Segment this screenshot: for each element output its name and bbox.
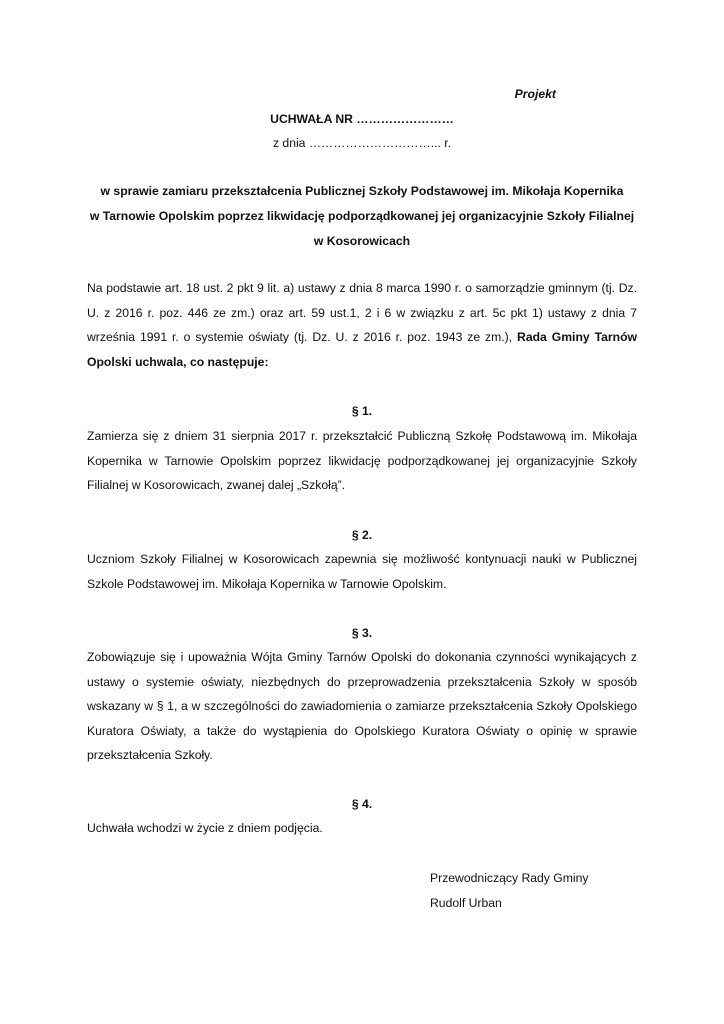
subject-line-1: w sprawie zamiaru przekształcenia Publicznej Szkoły Podstawowej im. Mikołaja Kopernika	[100, 184, 624, 198]
section-3-text: Zobowiązuje się i upoważnia Wójta Gminy Tarnów Opolski do dokonania czynności wynikających z ustawy o systemie oświaty, niezbędnych do przeprowadzenia przekształcenia Szkoły w sposób wskazany w § 1, a w szczególności do zawiadomienia o zamiarze przekształcenia Szkoły Opolskiego Kuratora Oświaty, a także do wystąpienia do Opolskiego Kuratora Oświaty o opinię w sprawie przekształcenia Szkoły.	[87, 650, 637, 763]
section-2-text: Uczniom Szkoły Filialnej w Kosorowicach zapewnia się możliwość kontynuacji nauki w Publicznej Szkole Podstawowej im. Mikołaja Kopernika w Tarnowie Opolskim.	[87, 552, 637, 591]
preamble-enacting-clause: Rada Gminy Tarnów Opolski uchwala, co następuje:	[87, 330, 637, 369]
section-2-heading: § 2.	[351, 528, 373, 542]
preamble-text: Na podstawie art. 18 ust. 2 pkt 9 lit. a) ustawy z dnia 8 marca 1990 r. o samorządzie gminnym (tj. Dz. U. z 2016 r. poz. 446 ze zm.) oraz art. 59 ust.1, 2 i 6 w związku z art. 5c pkt 1) ustawy z dnia 7 września 1991 r. o systemie oświaty (tj. Dz. U. z 2016 r. poz. 1943 ze zm.),	[87, 281, 637, 345]
signature-block	[430, 866, 589, 915]
subject-line-3: w Kosorowicach	[313, 234, 411, 248]
section-4-heading: § 4.	[351, 797, 373, 811]
section-1-heading: § 1.	[351, 404, 373, 418]
resolution-date: z dnia …………………………... r.	[272, 136, 452, 150]
signature-title: Przewodniczący Rady Gminy	[430, 871, 589, 885]
subject-line-2: w Tarnowie Opolskim poprzez likwidację podporządkowanej jej organizacyjnie Szkoły Filialnej	[89, 209, 635, 223]
signature-name: Rudolf Urban	[430, 895, 502, 910]
resolution-number: UCHWAŁA NR ……………………	[270, 112, 454, 126]
section-4-text: Uchwała wchodzi w życie z dniem podjęcia.	[87, 821, 323, 835]
draft-label: Projekt	[514, 87, 556, 101]
section-3-heading: § 3.	[351, 626, 373, 640]
section-1-text: Zamierza się z dniem 31 sierpnia 2017 r. przekształcić Publiczną Szkołę Podstawową im. Mikołaja Kopernika w Tarnowie Opolskim poprzez likwidację podporządkowanej jej organizacyjnie Szkoły Filialnej w Kosorowicach, zwanej dalej „Szkołą”.	[87, 429, 637, 493]
preamble	[87, 276, 637, 374]
